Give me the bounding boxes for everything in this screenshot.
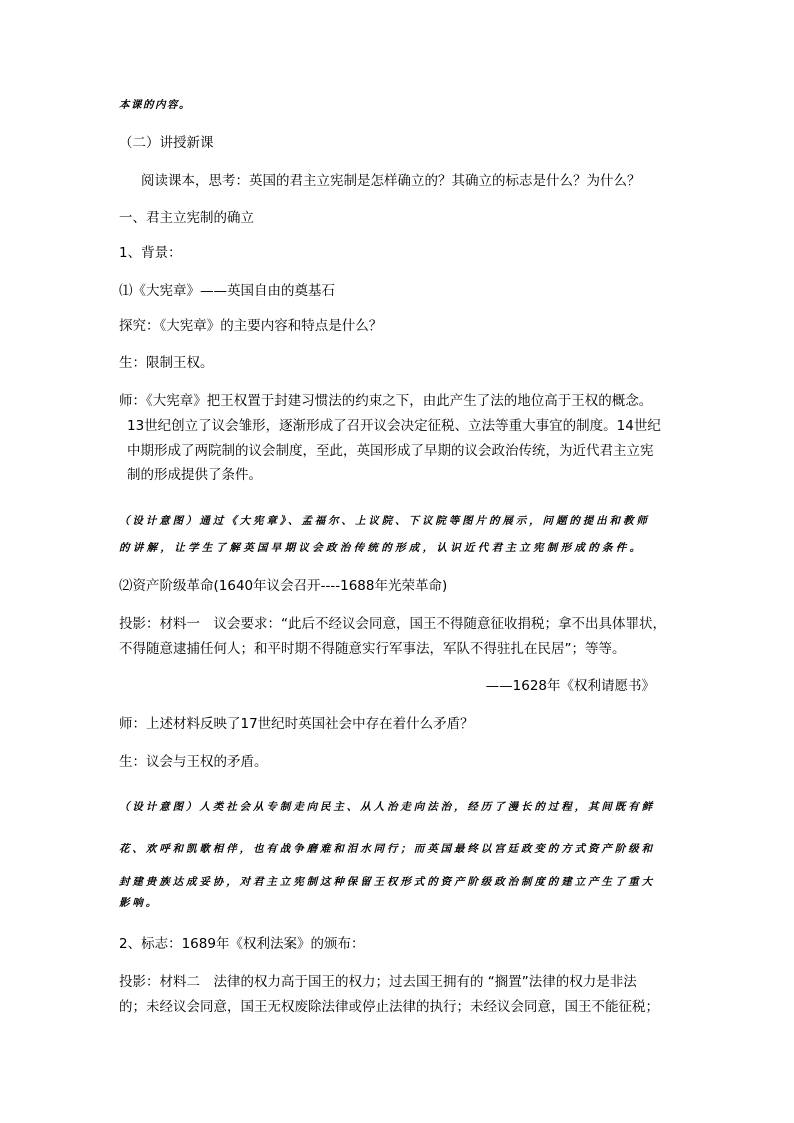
paragraph-line: 13世纪创立了议会雏形，逐渐形成了召开议会决定征税、立法等重大事宜的制度。14世纪	[127, 418, 661, 434]
design-intent-line: （设计意图）通过《大宪章》、孟福尔、上议院、下议院等图片的展示，问题的提出和教师	[119, 515, 650, 527]
revolution-heading: ⑵资产阶级革命(1640年议会召开----1688年光荣革命)	[119, 578, 448, 594]
student-answer-2: 生：议会与王权的矛盾。	[119, 754, 268, 770]
material-line: 不得随意逮捕任何人；和平时期不得随意实行军事法，军队不得驻扎在民居”；等等。	[119, 641, 626, 657]
design-intent-line: 影响。	[119, 897, 160, 909]
design-intent-line: （设计意图）人类社会从专制走向民主、从人治走向法治，经历了漫长的过程，其间既有鲜	[119, 801, 655, 813]
symbol-heading: 2、标志：1689年《权利法案》的颁布：	[119, 936, 365, 952]
teacher-question-2: 师：上述材料反映了17世纪时英国社会中存在着什么矛盾？	[119, 716, 474, 732]
explore-question: 探究：《大宪章》的主要内容和特点是什么？	[119, 318, 383, 334]
paragraph-line: 中期形成了两院制的议会制度，至此，英国形成了早期的议会政治传统，为近代君主立宪	[127, 443, 654, 459]
design-intent-line: 封建贵族达成妥协，对君主立宪制这种保留王权形式的资产阶级政治制度的建立产生了重大	[119, 876, 655, 888]
intro-tail-text: 本课的内容。	[119, 99, 191, 111]
background-heading: 1、背景：	[119, 245, 182, 261]
magna-carta-heading: ⑴《大宪章》——英国自由的奠基石	[119, 283, 335, 299]
student-answer-1: 生：限制王权。	[119, 355, 214, 371]
material-1-source: ——1628年《权利请愿书》	[485, 678, 655, 694]
reading-prompt: 阅读课本，思考：英国的君主立宪制是怎样确立的？其确立的标志是什么？为什么？	[141, 173, 641, 189]
design-intent-line: 的讲解，让学生了解英国早期议会政治传统的形成，认识近代君主立宪制形成的条件。	[119, 542, 644, 554]
design-intent-line: 花、欢呼和凯歌相伴，也有战争磨难和泪水同行；而英国最终以宫廷政变的方式资产阶级和	[119, 843, 655, 855]
section-heading: （二）讲授新课	[119, 135, 214, 151]
paragraph-line: 师：《大宪章》把王权置于封建习惯法的约束之下，由此产生了法的地位高于王权的概念。	[119, 393, 653, 409]
material-line: 投影：材料二 法律的权力高于国王的权力；过去国王拥有的 “搁置”法律的权力是非法	[119, 974, 637, 990]
material-line: 投影：材料一 议会要求：“此后不经议会同意，国王不得随意征收捐税；拿不出具体罪状，	[119, 616, 666, 632]
material-line: 的；未经议会同意，国王无权废除法律或停止法律的执行；未经议会同意，国王不能征税；	[119, 999, 659, 1015]
part-heading: 一、君主立宪制的确立	[119, 210, 254, 226]
paragraph-line: 制的形成提供了条件。	[127, 467, 262, 483]
